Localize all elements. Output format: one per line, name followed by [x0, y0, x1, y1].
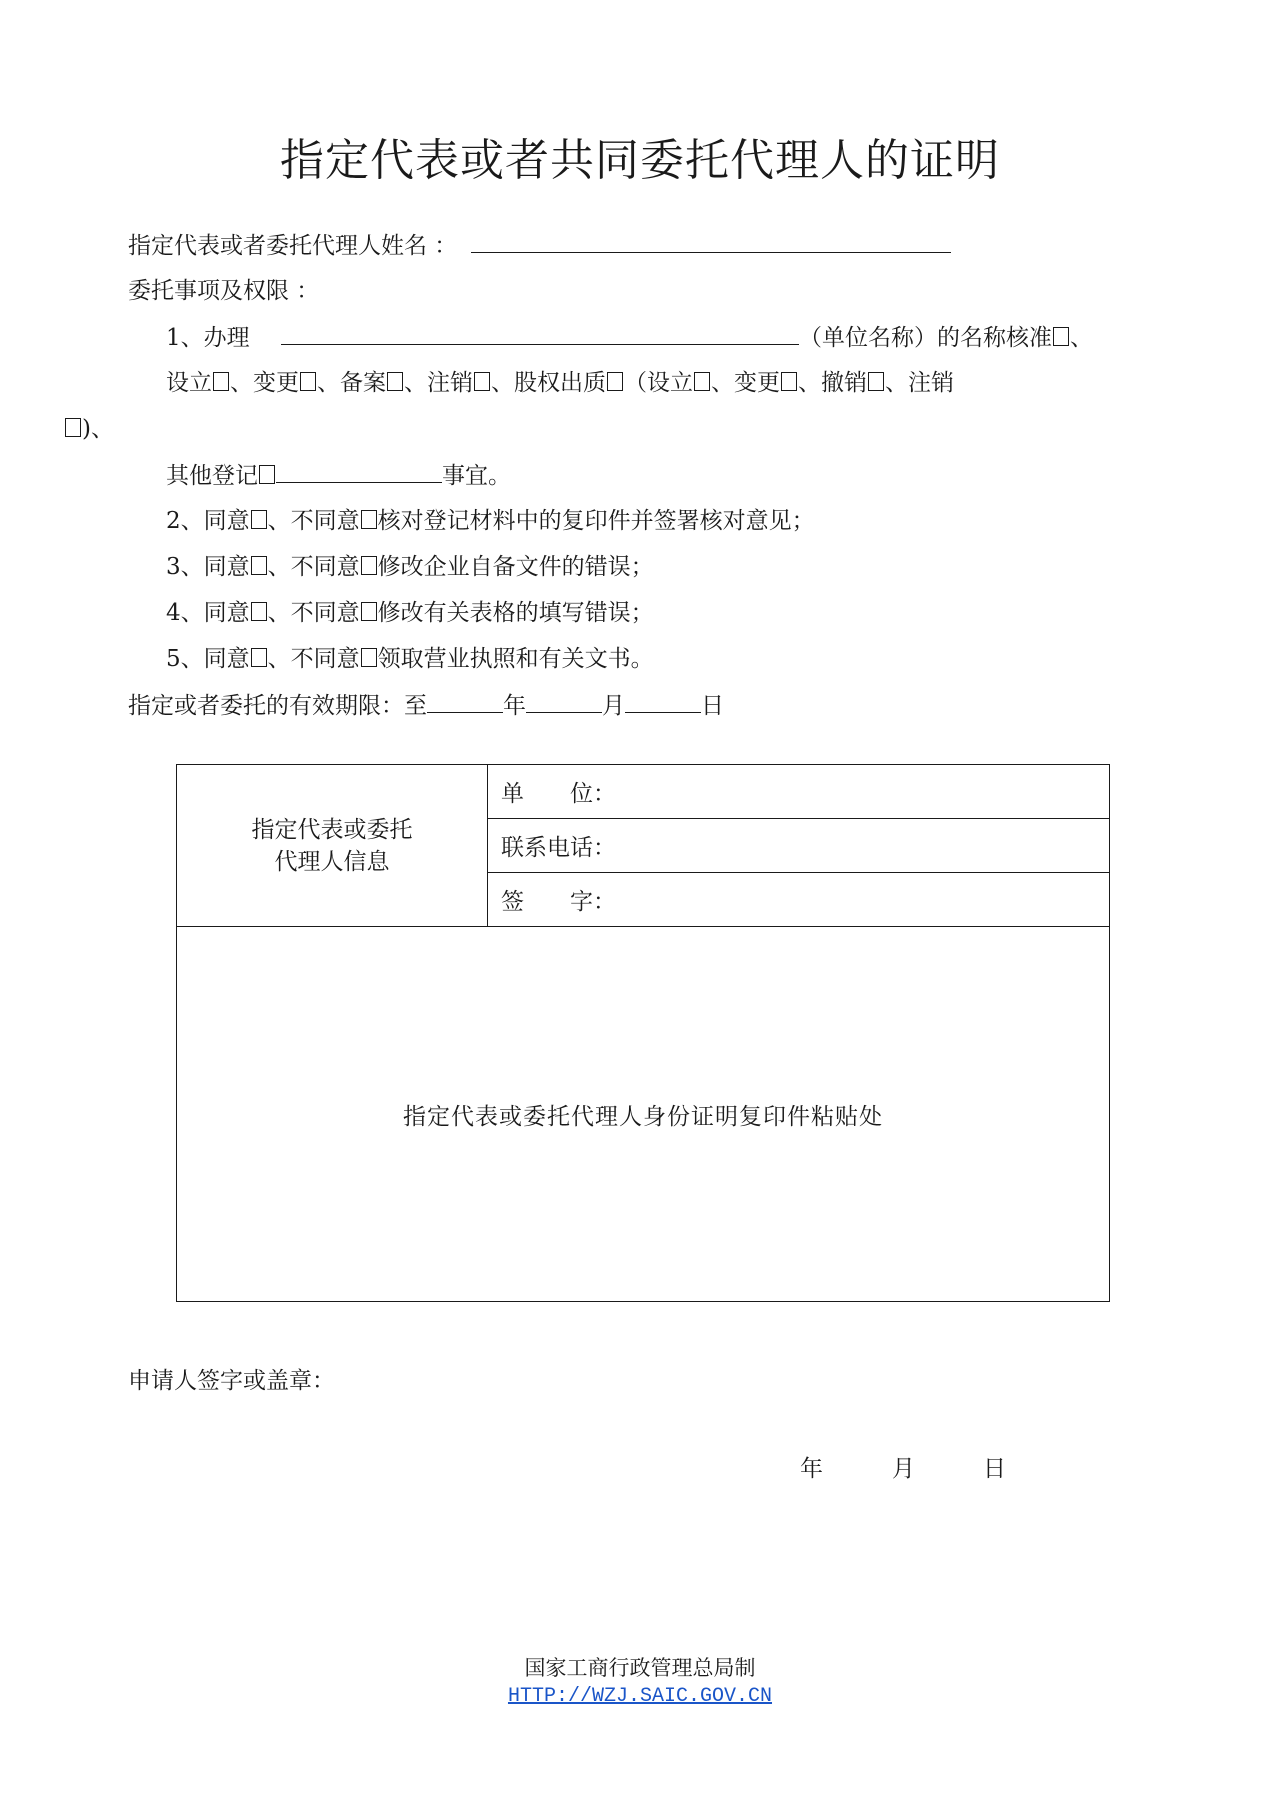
- record-checkbox[interactable]: [387, 372, 403, 391]
- item4: [166, 598, 654, 628]
- cancel-label: 、注销: [404, 370, 473, 396]
- disagree-checkbox[interactable]: [361, 648, 377, 667]
- validity-day-label: 日: [701, 693, 724, 719]
- pledge-setup-checkbox[interactable]: [694, 372, 710, 391]
- name-approval-checkbox[interactable]: [1053, 327, 1069, 346]
- unit-label: 单 位：: [501, 781, 616, 807]
- item4-text: 修改有关表格的填写错误；: [377, 600, 654, 626]
- item1-unit-label: （单位名称）的名称核准: [798, 325, 1052, 351]
- id-copy-paste-area: [177, 927, 1110, 1302]
- footer-issuer: 国家工商行政管理总局制: [524, 1656, 756, 1680]
- setup-label: 设立: [166, 370, 212, 396]
- phone-label: 联系电话：: [501, 835, 616, 861]
- disagree-label: 、不同意: [267, 646, 360, 672]
- date-month-label: 月: [892, 1456, 915, 1482]
- item1-line3: [64, 414, 114, 444]
- validity-row: [128, 690, 724, 721]
- pledge-cancel-label: 、注销: [885, 370, 954, 396]
- item1-line2: [166, 368, 954, 398]
- pledge-change-checkbox[interactable]: [781, 372, 797, 391]
- agree-checkbox[interactable]: [251, 556, 267, 575]
- item1-line3-end: )、: [82, 416, 114, 442]
- unit-name-field[interactable]: [281, 322, 799, 345]
- agree-label: 4、同意: [166, 600, 250, 626]
- agree-checkbox[interactable]: [251, 510, 267, 529]
- validity-label: 指定或者委托的有效期限：至: [128, 693, 427, 719]
- name-field[interactable]: [471, 230, 951, 253]
- signature-field[interactable]: [488, 873, 1110, 927]
- validity-month-field[interactable]: [526, 690, 602, 713]
- footer-url-link[interactable]: HTTP://WZJ.SAIC.GOV.CN: [507, 1685, 773, 1708]
- document-title: 指定代表或者共同委托代理人的证明: [280, 135, 1000, 186]
- item1-line4: [166, 460, 511, 491]
- disagree-checkbox[interactable]: [361, 602, 377, 621]
- item2: [166, 506, 815, 536]
- setup-checkbox[interactable]: [213, 372, 229, 391]
- change-checkbox[interactable]: [300, 372, 316, 391]
- name-row: [128, 230, 951, 261]
- phone-field[interactable]: [488, 819, 1110, 873]
- item3-text: 修改企业自备文件的错误；: [377, 554, 654, 580]
- disagree-label: 、不同意: [267, 554, 360, 580]
- other-checkbox[interactable]: [259, 465, 275, 484]
- pledge-setup-label: （设立: [624, 370, 693, 396]
- signature-label: 签 字：: [501, 889, 616, 915]
- agree-checkbox[interactable]: [251, 648, 267, 667]
- validity-month-label: 月: [602, 693, 625, 719]
- pledge-change-label: 、变更: [711, 370, 780, 396]
- agent-info-table: [176, 764, 1110, 1302]
- disagree-checkbox[interactable]: [361, 556, 377, 575]
- item1-after-approval: 、: [1069, 325, 1093, 351]
- agent-info-heading: [177, 765, 488, 927]
- scope-label: 委托事项及权限 ：: [128, 278, 320, 304]
- paste-area-label: 指定代表或委托代理人身份证明复印件粘贴处: [403, 1103, 883, 1130]
- agree-label: 5、同意: [166, 646, 250, 672]
- date-day-label: 日: [983, 1456, 1006, 1482]
- item3: [166, 552, 654, 582]
- disagree-label: 、不同意: [267, 508, 360, 534]
- agree-label: 2、同意: [166, 508, 250, 534]
- disagree-checkbox[interactable]: [361, 510, 377, 529]
- cancel-checkbox[interactable]: [474, 372, 490, 391]
- pledge-label: 、股权出质: [491, 370, 606, 396]
- pledge-checkbox[interactable]: [607, 372, 623, 391]
- record-label: 、备案: [317, 370, 386, 396]
- agree-checkbox[interactable]: [251, 602, 267, 621]
- unit-field[interactable]: [488, 765, 1110, 819]
- item5: [166, 644, 654, 674]
- validity-year-label: 年: [503, 693, 526, 719]
- validity-year-field[interactable]: [427, 690, 503, 713]
- item1-prefix: 1、办理: [166, 325, 250, 351]
- other-label: 其他登记: [166, 463, 258, 489]
- pledge-revoke-label: 、撤销: [798, 370, 867, 396]
- agent-info-heading-line1: 指定代表或委托: [251, 816, 413, 843]
- name-label: 指定代表或者委托代理人姓名 ：: [128, 233, 458, 259]
- date-year-label: 年: [800, 1456, 823, 1482]
- item2-text: 核对登记材料中的复印件并签署核对意见；: [377, 508, 815, 534]
- validity-day-field[interactable]: [625, 690, 701, 713]
- pledge-revoke-checkbox[interactable]: [868, 372, 884, 391]
- affair-label: 事宜。: [442, 463, 511, 489]
- item1-line1: [166, 322, 1093, 353]
- other-field[interactable]: [276, 460, 442, 483]
- agree-label: 3、同意: [166, 554, 250, 580]
- footer-url-row: [0, 1682, 1280, 1708]
- item5-text: 领取营业执照和有关文书。: [377, 646, 654, 672]
- applicant-sign-label: 申请人签字或盖章：: [128, 1368, 335, 1394]
- change-label: 、变更: [230, 370, 299, 396]
- agent-info-heading-line2: 代理人信息: [274, 848, 390, 875]
- pledge-cancel-checkbox[interactable]: [65, 418, 81, 437]
- disagree-label: 、不同意: [267, 600, 360, 626]
